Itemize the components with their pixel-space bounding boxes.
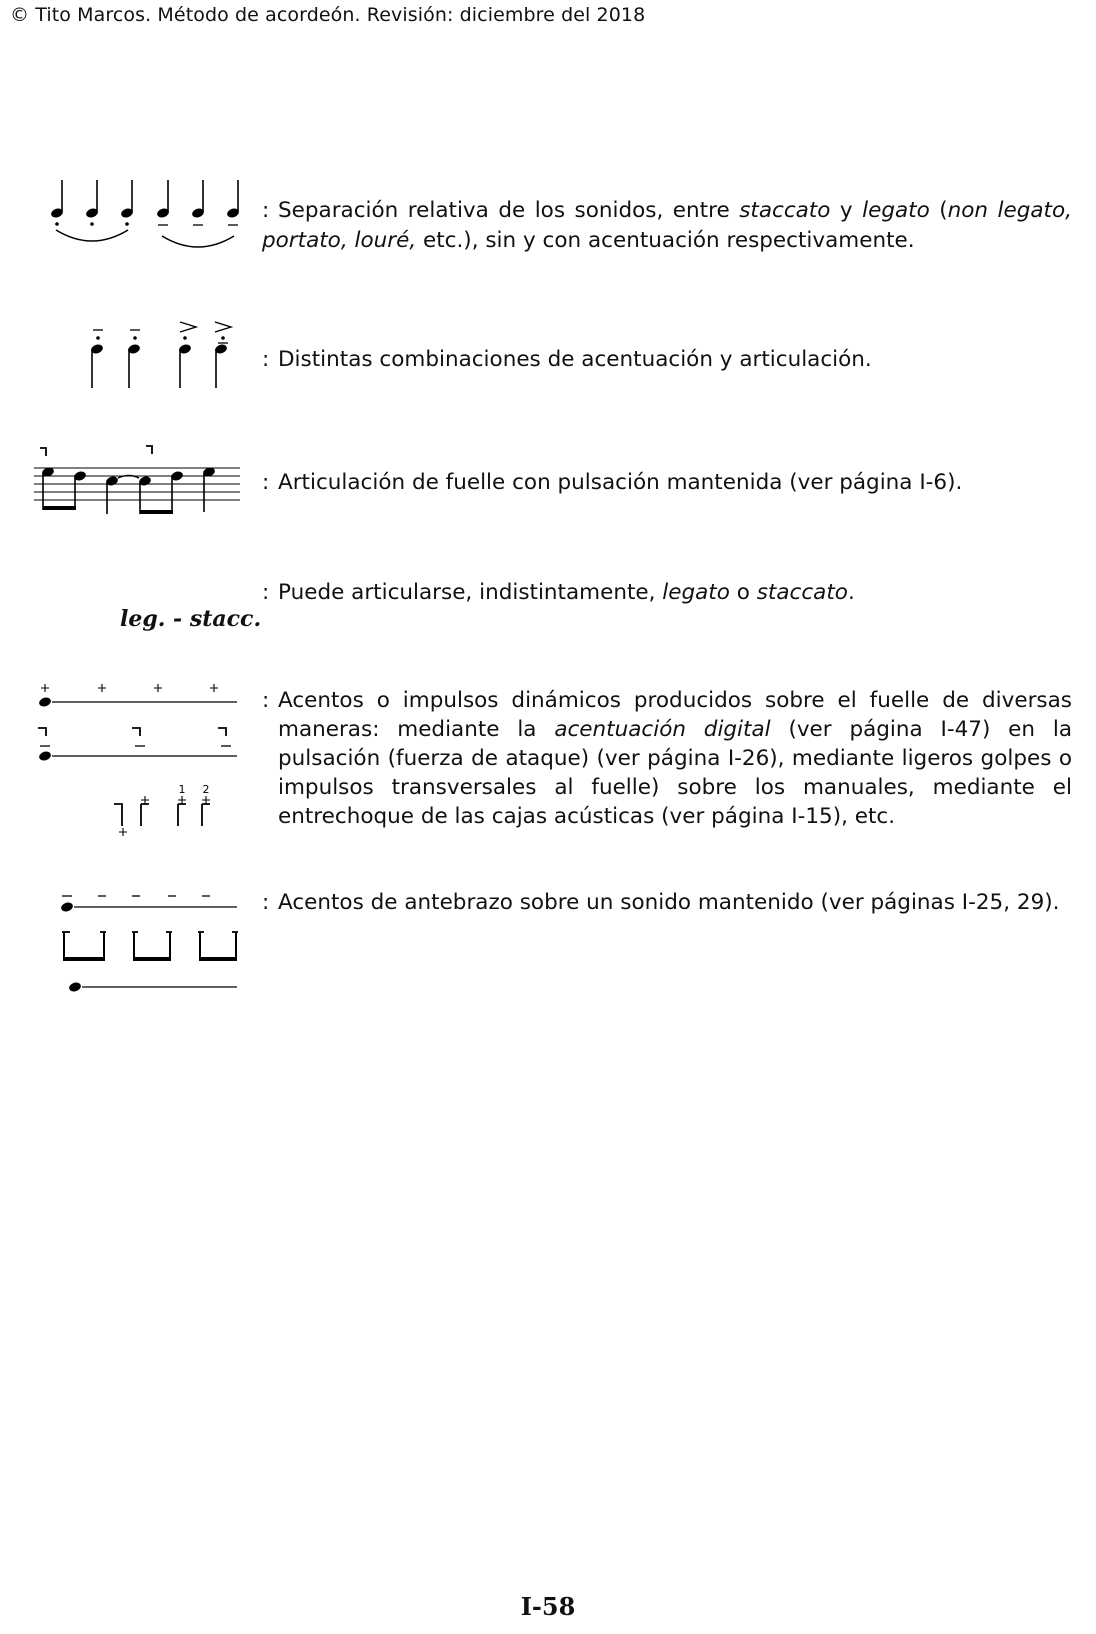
- fingering-2-label: 2: [202, 783, 210, 796]
- page-number: I-58: [520, 1592, 576, 1621]
- entry-text-run: Puede articularse, indistintamente,: [278, 580, 663, 605]
- entry-text-run: (: [929, 198, 948, 223]
- entry-text-run: non legato, portato, louré,: [262, 198, 1072, 253]
- notation-forearm-accents-icon: [50, 888, 250, 998]
- entry-forearm-accents-text: [278, 890, 1059, 915]
- leg-stacc-symbol: leg. - stacc.: [120, 606, 262, 632]
- entry-text-run: Separación relativa de los sonidos, entre: [278, 198, 740, 223]
- entry-text-run: legato: [862, 198, 930, 223]
- entry-text-run: legato: [662, 580, 730, 605]
- entry-leg-stacc: : Puede articularse, indistintamente, legato o staccato.: [262, 580, 855, 605]
- fingering-1-label: 1: [178, 783, 186, 796]
- notation-bellows-articulation-icon: [34, 440, 250, 520]
- entry-text-run: Distintas combinaciones de acentuación y articulación.: [278, 347, 872, 372]
- entry-text-run: (ver página I-47) en la pulsación (fuerza de ataque) (ver página I-26), mediante ligeros golpes o impulsos transversales al fuelle) sobre los manuales, mediante el entrechoque de las cajas acústicas (ver página I-15), etc.: [278, 717, 1073, 829]
- entry-combinations-text: [278, 347, 872, 372]
- entry-bellows-articulation-text: [278, 470, 962, 495]
- entry-leg-stacc-text: [278, 580, 855, 605]
- entry-text-run: y: [830, 198, 863, 223]
- entry-text-run: .: [847, 580, 855, 605]
- entry-text-run: staccato: [739, 198, 831, 223]
- entry-forearm-accents: : Acentos de antebrazo sobre un sonido mantenido (ver páginas I-25, 29).: [262, 890, 1060, 915]
- entry-separation: : Separación relativa de los sonidos, entre staccato y legato (non legato, portato, louré, etc.), sin y con acentuación respectivamente.: [262, 198, 1072, 253]
- entry-text-run: staccato: [756, 580, 848, 605]
- notation-accent-combinations-icon: [80, 318, 250, 398]
- entry-text-run: Acentos o impulsos dinámicos producidos sobre el fuelle de diversas maneras: mediante la: [278, 688, 1072, 742]
- entry-text-run: acentuación digital: [554, 717, 771, 742]
- entry-dynamic-accents-text: [278, 686, 1072, 831]
- entry-text-run: Acentos de antebrazo sobre un sonido mantenido (ver páginas I-25, 29).: [278, 890, 1060, 915]
- entry-dynamic-accents: : Acentos o impulsos dinámicos producidos sobre el fuelle de diversas maneras: mediante la acentuación digital (ver página I-47) en la pulsación (fuerza de ataque) (ver página I-26), mediante ligeros golpes o impulsos transversales al fuelle) sobre los manuales, mediante el entrechoque de las cajas acústicas (ver página I-15), etc.: [262, 688, 1073, 829]
- entry-bellows-articulation: : Articulación de fuelle con pulsación mantenida (ver página I-6).: [262, 470, 963, 495]
- page-header-copyright: © Tito Marcos. Método de acordeón. Revisión: diciembre del 2018: [10, 4, 646, 26]
- notation-dynamic-accents-icon: [34, 680, 250, 840]
- entry-text-run: Articulación de fuelle con pulsación mantenida (ver página I-6).: [278, 470, 963, 495]
- entry-separation-text: [262, 198, 1072, 253]
- entry-text-run: etc.), sin y con acentuación respectivamente.: [416, 228, 915, 253]
- entry-combinations: : Distintas combinaciones de acentuación y articulación.: [262, 347, 872, 372]
- entry-text-run: o: [729, 580, 757, 605]
- notation-legato-staccato-icon: [40, 172, 250, 252]
